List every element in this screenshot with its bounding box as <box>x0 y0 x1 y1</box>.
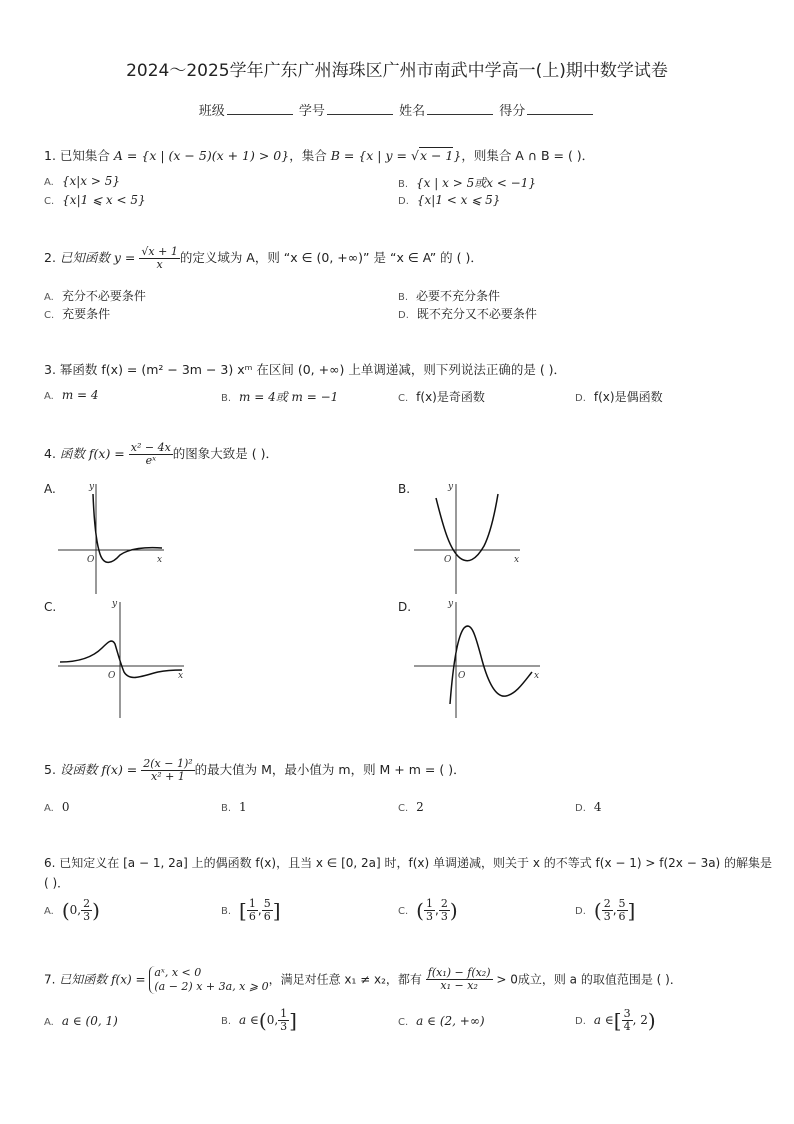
svg-text:y: y <box>448 482 454 492</box>
student-info-row <box>0 100 794 119</box>
svg-text:x: x <box>157 555 163 565</box>
q3-option-d[interactable]: D. f(x)是偶函数 <box>575 390 663 404</box>
svg-text:O: O <box>87 555 95 565</box>
class-blank[interactable] <box>227 102 293 115</box>
q5-option-d[interactable]: D. 4 <box>575 800 602 814</box>
q1-option-d[interactable]: D. {x|1 < x ⩽ 5} <box>398 193 501 207</box>
svg-text:O: O <box>108 671 116 681</box>
q6-option-b[interactable]: B. [ $\frac{1}{6}$ , $\frac{5}{6}$ ] <box>221 897 281 924</box>
q1-option-c[interactable]: C. {x|1 ⩽ x < 5} <box>44 193 146 207</box>
q4-graph-c[interactable] <box>58 598 188 720</box>
q4-option-c-label[interactable]: C. <box>44 600 57 614</box>
svg-text:y: y <box>112 599 118 609</box>
question-6: 6. 已知定义在 [a − 1, 2a] 上的偶函数 f(x)，且当 x ∈ [0, 2a] 时，f(x) 单调递减，则关于 x 的不等式 f(x − 1) > f(2x − 3a) 的解集是 <box>44 856 773 870</box>
question-1: 1. 已知集合 A = {x | (x − 5)(x + 1) > 0}，集合 B = {x | y = √x − 1}，则集合 A ∩ B = ( )． <box>44 148 595 163</box>
q7-option-b[interactable]: B. a ∈(0, $\frac{1}{3}$ ] <box>221 1007 297 1034</box>
svg-text:y: y <box>89 482 95 492</box>
number-blank[interactable] <box>327 102 393 115</box>
svg-text:x: x <box>178 671 184 681</box>
q6-option-a[interactable]: A. (0, $\frac{2}{3}$ ) <box>44 897 100 924</box>
q6-option-d[interactable]: D. ( $\frac{2}{3}$ , $\frac{5}{6}$ ] <box>575 897 636 924</box>
q4-graph-b[interactable] <box>410 480 525 596</box>
q2-option-d[interactable]: D. 既不充分又不必要条件 <box>398 307 537 321</box>
q3-option-c[interactable]: C. f(x)是奇函数 <box>398 390 485 404</box>
question-2: 2. 已知函数 y = $\frac{√x + 1}{x}$ 的定义域为 A，则 “x ∈ (0, +∞)” 是 “x ∈ A” 的 ( )． <box>44 245 483 272</box>
q2-option-b[interactable]: B. 必要不充分条件 <box>398 289 501 303</box>
q6-option-c[interactable]: C. ( $\frac{1}{3}$ , $\frac{2}{3}$ ) <box>398 897 458 924</box>
svg-text:x: x <box>534 671 540 681</box>
svg-text:y: y <box>448 599 454 609</box>
q2-option-c[interactable]: C. 充要条件 <box>44 307 111 321</box>
q2-option-a[interactable]: A. 充分不必要条件 <box>44 289 146 303</box>
q1-option-b[interactable]: B. {x | x > 5或x < −1} <box>398 176 536 190</box>
exam-title: 2024～2025学年广东广州海珠区广州市南武中学高一(上)期中数学试卷 <box>126 61 668 81</box>
svg-text:O: O <box>444 555 452 565</box>
name-blank[interactable] <box>427 102 493 115</box>
q7-option-d[interactable]: D. a ∈[ $\frac{3}{4}$ , 2) <box>575 1007 656 1034</box>
score-label: 得分 <box>499 104 526 119</box>
score-blank[interactable] <box>527 102 593 115</box>
q4-option-a-label[interactable]: A. <box>44 482 56 496</box>
question-7: 7. 已知函数 f(x) = aˣ, x < 0 (a − 2) x + 3a, x ⩾ 0 ，满足对任意 x₁ ≠ x₂，都有 $\frac{\text{f(x₁) − f(x₂)}}{\text{x₁ − x₂}}$ > 0成立，则 a 的取值范围是 ( )． <box>44 966 682 993</box>
question-5: 5. 设函数 f(x) = $\frac{\text{2(x − 1)²}}{\text{x² + 1}}$ 的最大值为 M，最小值为 m，则 M + m = ( )． <box>44 757 466 784</box>
q1-option-a[interactable]: A. {x|x > 5} <box>44 174 121 188</box>
question-3: 3. 幂函数 f(x) = (m² − 3m − 3) xᵐ 在区间 (0, +∞) 上单调递减，则下列说法正确的是 ( )． <box>44 362 567 377</box>
q5-option-a[interactable]: A. 0 <box>44 800 70 814</box>
q7-option-a[interactable]: A. a ∈ (0, 1) <box>44 1014 118 1028</box>
question-4: 4. 函数 f(x) = $\frac{\text{x² − 4x}}{\text{eˣ}}$ 的图象大致是 ( )． <box>44 441 278 468</box>
number-label: 学号 <box>298 104 325 119</box>
q5-option-c[interactable]: C. 2 <box>398 800 424 814</box>
q4-graph-a[interactable] <box>58 480 168 596</box>
question-6-line2: ( )． <box>44 876 70 890</box>
svg-text:O: O <box>458 671 466 681</box>
q4-option-d-label[interactable]: D. <box>398 600 412 614</box>
class-label: 班级 <box>198 104 225 119</box>
q7-option-c[interactable]: C. a ∈ (2, +∞) <box>398 1014 485 1028</box>
svg-text:x: x <box>514 555 520 565</box>
q3-option-a[interactable]: A. m = 4 <box>44 388 99 402</box>
q5-option-b[interactable]: B. 1 <box>221 800 247 814</box>
q4-graph-d[interactable] <box>410 598 545 720</box>
q3-option-b[interactable]: B. m = 4或 m = −1 <box>221 390 339 404</box>
q4-option-b-label[interactable]: B. <box>398 482 411 496</box>
name-label: 姓名 <box>399 104 426 119</box>
